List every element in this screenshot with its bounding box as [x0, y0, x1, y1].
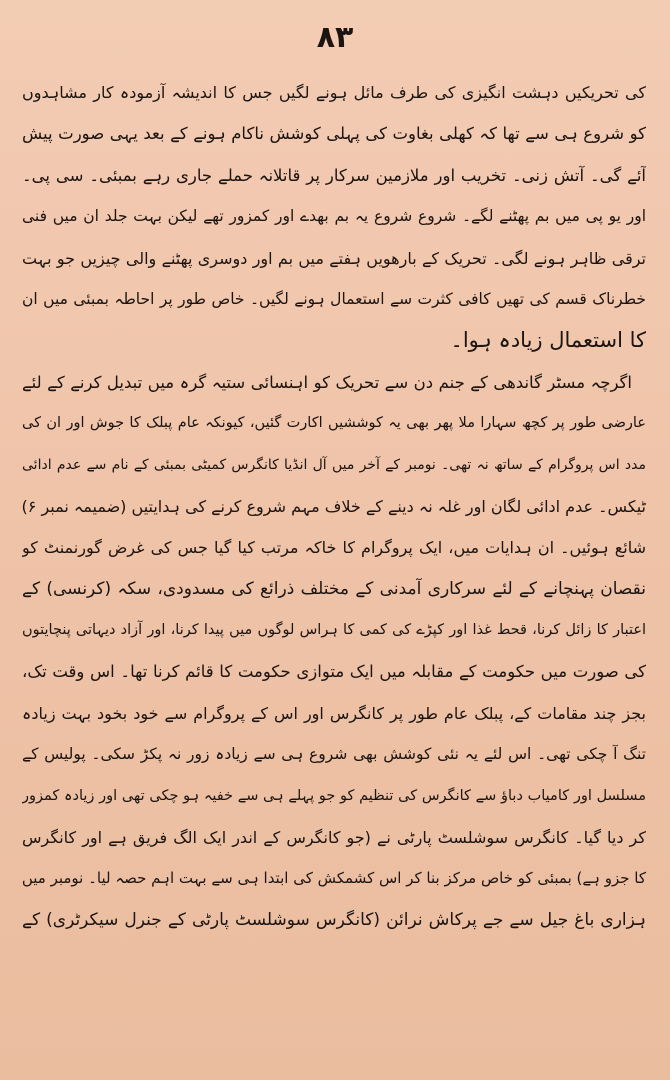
- text-line: ہزاری باغ جیل سے جے پرکاش نرائن (کانگرس سوشلسٹ پارٹی کے جنرل سیکرٹری) کے: [22, 909, 646, 930]
- text-line: آئے گی۔ آتش زنی۔ تخریب اور ملازمین سرکار پر قاتلانہ حملے جاری رہے بمبئی۔ سی پی۔: [22, 165, 646, 185]
- text-line: کی تحریکیں دہشت انگیزی کی طرف مائل ہونے لگیں جس کا اندیشہ آزمودہ کار مشاہدوں: [22, 83, 646, 102]
- text-line: نقصان پہنچانے کے لئے سرکاری آمدنی کے مختلف ذرائع کی مسدودی، سکہ (کرنسی) کے: [22, 578, 646, 599]
- text-line: کا جزو ہے) بمبئی کو خاص مرکز بنا کر اس کشمکش کی ابتدا ہی سے بہت اہم حصہ لیا۔ نومبر میں: [22, 869, 646, 888]
- text-line: کی صورت میں حکومت کے مقابلہ میں ایک متوازی حکومت کا قائم کرنا تھا۔ اس وقت تک،: [22, 662, 646, 682]
- body-text: [22, 72, 646, 941]
- text-line: کو شروع ہی سے تھا کہ کھلی بغاوت کی پہلی کوشش ناکام ہونے کے بعد یہی صورت پیش: [22, 124, 646, 144]
- text-line: مدد اس پروگرام کے ساتھ نہ تھی۔ نومبر کے آخر میں آل انڈیا کانگرس کمیٹی بمبئی کے نام سے عدم ادائی: [22, 456, 646, 473]
- text-line: مسلسل اور کامیاب دباؤ سے کانگرس کی تنظیم کو جو پہلے ہی سے خفیہ ہو چکی تھی اور زیادہ کمزور: [22, 787, 646, 804]
- page-number: ۸۳: [316, 20, 354, 55]
- text-line: تنگ آ چکی تھی۔ اس لئے یہ نئی کوشش بھی شروع ہی سے زیادہ زور نہ پکڑ سکی۔ پولیس کے: [22, 745, 646, 764]
- text-line: بجز چند مقامات کے، پبلک عام طور پر کانگرس اور اس کے پروگرام سے خود بخود بہت زیادہ: [22, 703, 646, 723]
- text-line: اور یو پی میں بم پھٹنے لگے۔ شروع شروع یہ بم بھدے اور کمزور تھے لیکن بہت جلد ان میں فنی: [22, 207, 646, 226]
- text-line: خطرناک قسم کی تھیں کافی کثرت سے استعمال ہونے لگیں۔ خاص طور پر احاطہ بمبئی میں ان: [22, 289, 646, 308]
- text-line: اعتبار کا زائل کرنا، قحط غذا اور کپڑے کی کمی کا ہراس لوگوں میں پیدا کرنا، اور آزاد دیہاتی پنچایتوں: [22, 622, 646, 639]
- text-line: ترقی ظاہر ہونے لگی۔ تحریک کے بارھویں ہفتے میں بم اور دوسری پھٹنے والی چیزیں جو بہت: [22, 248, 646, 268]
- text-line: اگرچہ مسٹر گاندھی کے جنم دن سے تحریک کو اہنسائی ستیہ گرہ میں تبدیل کرنے کے لئے: [22, 372, 632, 392]
- text-line: کر دیا گیا۔ کانگرس سوشلسٹ پارٹی نے (جو کانگرس کے اندر ایک الگ فریق ہے اور کانگرس: [22, 828, 646, 848]
- text-line: کا استعمال زیادہ ہوا۔: [450, 328, 646, 353]
- text-line: شائع ہوئیں۔ ان ہدایات میں، ایک پروگرام کا خاکہ مرتب کیا گیا جس کی غرض گورنمنٹ کو: [22, 538, 646, 558]
- text-line: ٹیکس۔ عدم ادائی لگان اور غلہ نہ دینے کے خلاف مہم شروع کرنے کی ہدایتیں (ضمیمہ نمبر ۶): [22, 496, 646, 516]
- text-line: عارضی طور پر کچھ سہارا ملا پھر بھی یہ کوششیں اکارت گئیں، کیونکہ عام پبلک کا جوش اور ان کی: [22, 415, 646, 432]
